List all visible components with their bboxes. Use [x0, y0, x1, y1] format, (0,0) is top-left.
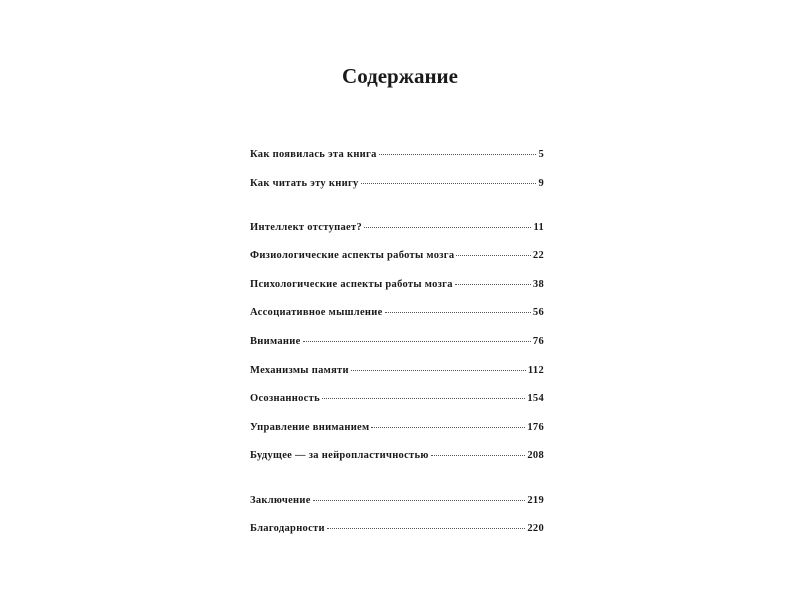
toc-group-closing [250, 495, 544, 552]
toc-entry-label: Ассоциативное мышление [250, 307, 383, 319]
toc-entry-label: Физиологические аспекты работы мозга [250, 250, 455, 262]
toc-entry-label: Благодарности [250, 523, 325, 535]
leader-dots [313, 500, 526, 501]
leader-dots [351, 370, 526, 371]
toc-entry[interactable] [250, 279, 544, 308]
toc-entry-label: Как появилась эта книга [250, 149, 377, 160]
toc-group-intro [250, 149, 544, 206]
leader-dots [379, 154, 537, 155]
toc-entry[interactable] [250, 250, 544, 279]
leader-dots [385, 312, 531, 313]
leader-dots [431, 455, 526, 456]
toc-entry-page: 22 [532, 250, 544, 262]
toc-entry-label: Будущее — за нейропластичностью [250, 450, 429, 462]
leader-dots [456, 255, 530, 256]
toc-entry[interactable] [250, 393, 544, 422]
toc-entry-label: Как читать эту книгу [250, 177, 359, 189]
toc-entry-label: Осознанность [250, 393, 320, 405]
leader-dots [455, 284, 531, 285]
leader-dots [361, 183, 537, 184]
page-title: Содержание [342, 64, 458, 88]
toc-entry-label: Внимание [250, 336, 301, 348]
toc-entry[interactable] [250, 495, 544, 524]
toc-entry-label: Управление вниманием [250, 421, 370, 433]
toc-group-chapters [250, 222, 544, 479]
toc-entry-page: 176 [527, 421, 544, 433]
toc-entry[interactable] [250, 307, 544, 336]
toc-entry[interactable] [250, 149, 544, 178]
toc-entry-page: 154 [527, 393, 544, 405]
toc-entry[interactable] [250, 422, 544, 451]
toc-entry[interactable] [250, 222, 544, 251]
toc-entry-page: 11 [533, 221, 544, 233]
toc-entry-label: Интеллект отступает? [250, 221, 363, 233]
toc-entry-label: Механизмы памяти [250, 364, 349, 376]
leader-dots [322, 398, 525, 399]
toc-entry-page: 208 [527, 450, 544, 462]
toc-entry-page: 220 [527, 523, 544, 535]
toc-entry[interactable] [250, 178, 544, 207]
toc-entry-page: 219 [527, 494, 544, 506]
table-of-contents [250, 149, 544, 567]
toc-entry-page: 5 [538, 149, 544, 160]
toc-entry-page: 112 [527, 364, 544, 376]
leader-dots [364, 227, 531, 228]
leader-dots [327, 528, 525, 529]
toc-entry-page: 38 [532, 278, 544, 290]
leader-dots [371, 427, 525, 428]
toc-entry-label: Заключение [250, 494, 311, 506]
toc-entry[interactable] [250, 336, 544, 365]
toc-entry-page: 76 [532, 336, 544, 348]
toc-entry[interactable] [250, 365, 544, 394]
toc-entry-page: 9 [538, 177, 544, 189]
toc-entry-label: Психологические аспекты работы мозга [250, 278, 453, 290]
toc-entry[interactable] [250, 523, 544, 552]
toc-entry-page: 56 [532, 307, 544, 319]
leader-dots [303, 341, 531, 342]
toc-entry[interactable] [250, 450, 544, 479]
